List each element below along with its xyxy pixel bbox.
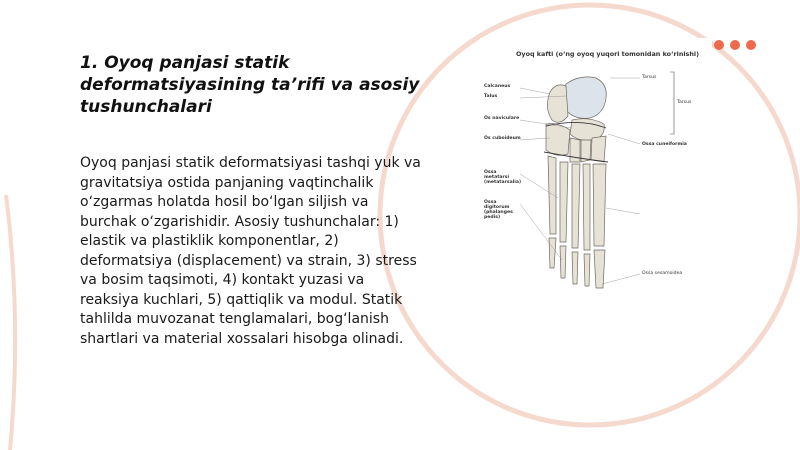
dot-icon: [714, 40, 724, 50]
metatarsal-bone: [560, 162, 568, 242]
label-talus: Talus: [484, 94, 498, 99]
label-ossa-cuneiformia: Ossa cuneiformia: [642, 142, 687, 147]
phalanx-bone: [572, 252, 578, 284]
label-tarsus: Tarsus: [642, 75, 657, 80]
label-ossa-sesamoidea: Ossa sesamoidea: [642, 271, 683, 276]
phalanx-bone: [584, 254, 590, 286]
phalanx-bone: [560, 246, 566, 278]
calcaneus-bone: [547, 85, 568, 122]
phalanx-bone: [549, 238, 556, 268]
label-tarsus-bracket: Tarsus: [677, 100, 692, 105]
phalanx-bone: [594, 250, 605, 288]
label-calcaneus: Calcaneus: [484, 84, 511, 89]
talus-bone: [562, 77, 606, 118]
dot-icon: [730, 40, 740, 50]
metatarsal-bone: [583, 164, 590, 250]
cuboid-bone: [546, 124, 570, 156]
metatarsal-bone: [593, 164, 606, 246]
dot-icon: [746, 40, 756, 50]
cuneiform-bone: [570, 138, 580, 162]
tarsus-bracket: [670, 72, 674, 134]
decorative-arc-left: [6, 195, 15, 450]
metatarsal-bone: [572, 164, 580, 248]
label-os-naviculare: Os naviculare: [484, 116, 520, 121]
cuneiform-bone: [591, 136, 606, 162]
slide-body-text: Oyoq panjasi statik deformatsiyasi tashqi yuk va gravitatsiya ostida panjaning vaqtinchalik o‘zgarmas holatda hosil bo‘lgan siljish va burchak o‘zgarishidir. Asosiy tushunchalar: 1) elastik va plastiklik komponentlar, 2) deformatsiya (displacement) va strain, 3) stress va bosim taqsimoti, 4) kontakt yuzasi va reaksiya kuchlari, 5) qattiqlik va modul. Statik tahlilda muvozanat tenglamalari, bog‘lanish shartlari va material xossalari hisobga olinadi.: [80, 155, 421, 347]
label-ossa-metatarsi: Ossa metatarsi (metatarsalia): [484, 170, 522, 185]
label-os-cuboideum: Os cuboideum: [484, 136, 521, 141]
foot-bones-illustration: [480, 38, 712, 300]
label-ossa-digitorum: Ossa digitorum (phalanges pedis): [484, 200, 513, 220]
decorative-dots: [714, 40, 756, 50]
metatarsal-bone: [548, 156, 556, 234]
figure-title: Oyoq kafti (o‘ng oyoq yuqori tomonidan ko‘rinishi): [516, 50, 700, 58]
foot-skeleton-figure: [480, 38, 712, 300]
slide-title: 1. Oyoq panjasi statik deformatsiyasining ta’rifi va asosiy tushunchalari: [80, 53, 420, 117]
